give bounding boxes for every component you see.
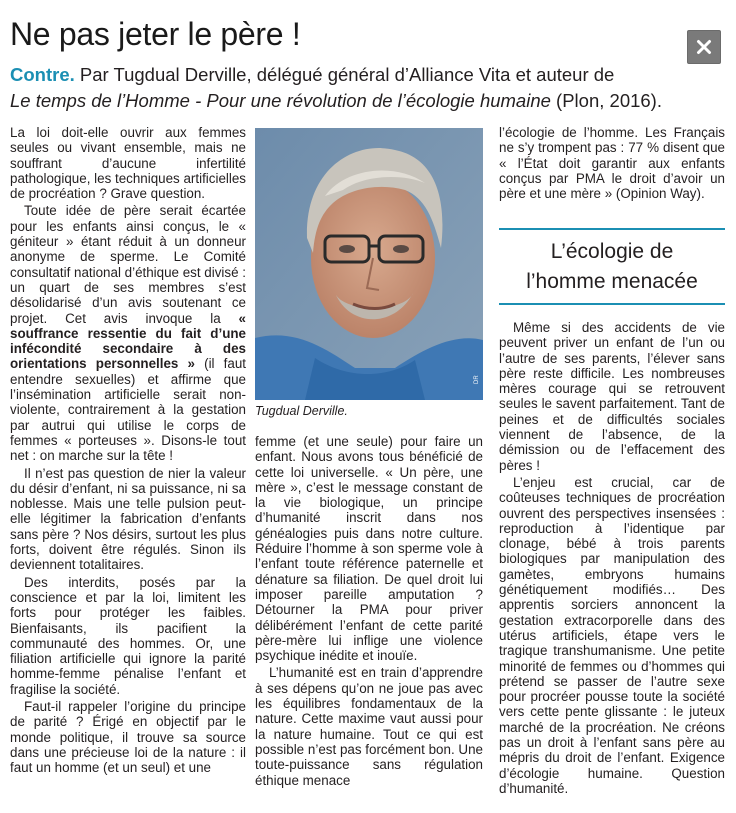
article-paragraph: femme (et une seule) pour faire un enfant. Nous avons tous bénéficié de cette loi universelle. « Un père, une mère », c’est le message constant de la vie biologique, un principe d’humanité inscrit dans nos généalogies puis dans notre culture. Réduire l’homme à son sperme vole à l’enfant toute référence paternelle et dénature sa filiation. De quel droit lui imposer pareille amputation ? Détourner la PMA pour priver délibérément l’enfant de cette parité père-mère lui inflige une violence psychique inédite et inouïe.	[255, 434, 483, 664]
article-paragraph: Faut-il rappeler l’origine du principe de parité ? Érigé en objectif par le monde politique, il trouve sa source dans une précieuse loi de la nature : il faut un homme (et un seul) et une	[10, 698, 246, 776]
standfirst-label: Contre.	[10, 64, 75, 85]
article-column-1	[10, 125, 246, 813]
close-icon	[696, 39, 712, 55]
photo-caption: Tugdual Derville.	[255, 404, 348, 418]
author-photo	[255, 128, 483, 400]
standfirst-book-title: Le temps de l’Homme - Pour une révolution de l’écologie humaine	[10, 90, 551, 111]
article-column-3-top	[499, 125, 725, 210]
subheading-rule-top	[499, 228, 725, 230]
article-paragraph: L’enjeu est crucial, car de coûteuses techniques de procréation ouvrent des perspectives insensées : reproduction à l’identique par clonage, bébé à trois parents biologiques par manipulation des gamètes, embryons humains génétiquement modifiés… Des apprentis sorciers annoncent la gestation extracorporelle dans des utérus artificiels, étape vers le tragique transhumanisme. Une petite minorité de femmes ou d’hommes qui prétend se passer de l’autre sexe pour procréer pousse toute la société vers cette pente glissante : le juteux marché de la procréation. Ne créons pas un droit à l’enfant sans père au mépris du droit de l’enfant. Exigence d’écologie humaine. Question d’humanité.	[499, 474, 725, 796]
author-portrait-image	[255, 128, 483, 400]
article-column-3	[499, 320, 725, 813]
article-paragraph: L’humanité est en train d’apprendre à ses dépens qu’on ne joue pas avec les équilibres fondamentaux de la nature. Cette maxime vaut aussi pour la nature humaine. Tout ce qui est possible n’est pas forcément bon. Une toute-puissance sans régulation éthique menace	[255, 665, 483, 788]
article-paragraph: La loi doit-elle ouvrir aux femmes seules ou vivant ensemble, mais ne souffrant d’aucune infertilité pathologique, les techniques artificielles de procréation ? Grave question.	[10, 125, 246, 202]
article-paragraph: Il n’est pas question de nier la valeur du désir d’enfant, ni sa puissance, ni sa noblesse. Mais une telle pulsion peut-elle légitimer la fabrication d’enfants sans père ? Nos désirs, surtout les plus forts, doivent être régulés. Sinon ils deviennent totalitaires.	[10, 465, 246, 573]
article-text: (il faut entendre sexuelles) et affirme que l’insémination artificielle serait non-violente, contrairement à la gestation par autrui qui utilise le corps de femmes « porteuses ». Disons-le tout net : on marche sur la tête !	[10, 356, 246, 464]
subheading-line: l’homme menacée	[526, 270, 698, 293]
article-headline: Ne pas jeter le père !	[10, 16, 301, 52]
article-paragraph: Des interdits, posés par la conscience et par la loi, limitent les forts pour protéger les faibles. Bienfaisants, ils pacifient la communauté des hommes. Or, une filiation artificielle qui ignore la parité homme-femme pénalise l’enfant et fragilise la société.	[10, 574, 246, 697]
section-subheading	[499, 237, 725, 297]
standfirst-publisher: (Plon, 2016).	[550, 90, 662, 111]
standfirst	[10, 62, 722, 114]
article-paragraph	[10, 203, 246, 463]
photo-credit: DR	[474, 375, 480, 384]
close-button[interactable]	[687, 30, 721, 64]
article-paragraph: l’écologie de l’homme. Les Français ne s’y trompent pas : 77 % disent que « l’État doit garantir aux enfants conçus par PMA le droit d’avoir un père et une mère » (Opinion Way).	[499, 125, 725, 202]
article-text: Toute idée de père serait écartée pour les enfants ainsi conçus, le « géniteur » étant réduit à un donneur anonyme de sperme. Le Comité consultatif national d’éthique est divisé : un quart de ses membres s’est désolidarisé d’un avis soutenant ce projet. Cet avis invoque la	[10, 203, 246, 326]
subheading-line: L’écologie de	[550, 240, 674, 263]
standfirst-author: Par Tugdual Derville, délégué général d’Alliance Vita et auteur de	[74, 64, 615, 85]
article-quote-bold: « souffrance ressentie du fait d’une infécondité secondaire à des orientations personnelles »	[10, 310, 246, 372]
standfirst-line-2	[10, 88, 722, 114]
standfirst-line-1	[10, 62, 722, 88]
article-column-2	[255, 434, 483, 813]
subheading-rule-bottom	[499, 303, 725, 305]
article-paragraph: Même si des accidents de vie peuvent priver un enfant de l’un ou l’autre de ses parents, l’élever sans père reste difficile. Les nombreuses mères courage qui se retrouvent seules le savent parfaitement. Tant de peines et de difficultés sociales viennent de l’absence, de la démission ou de l’effacement des pères !	[499, 320, 725, 473]
